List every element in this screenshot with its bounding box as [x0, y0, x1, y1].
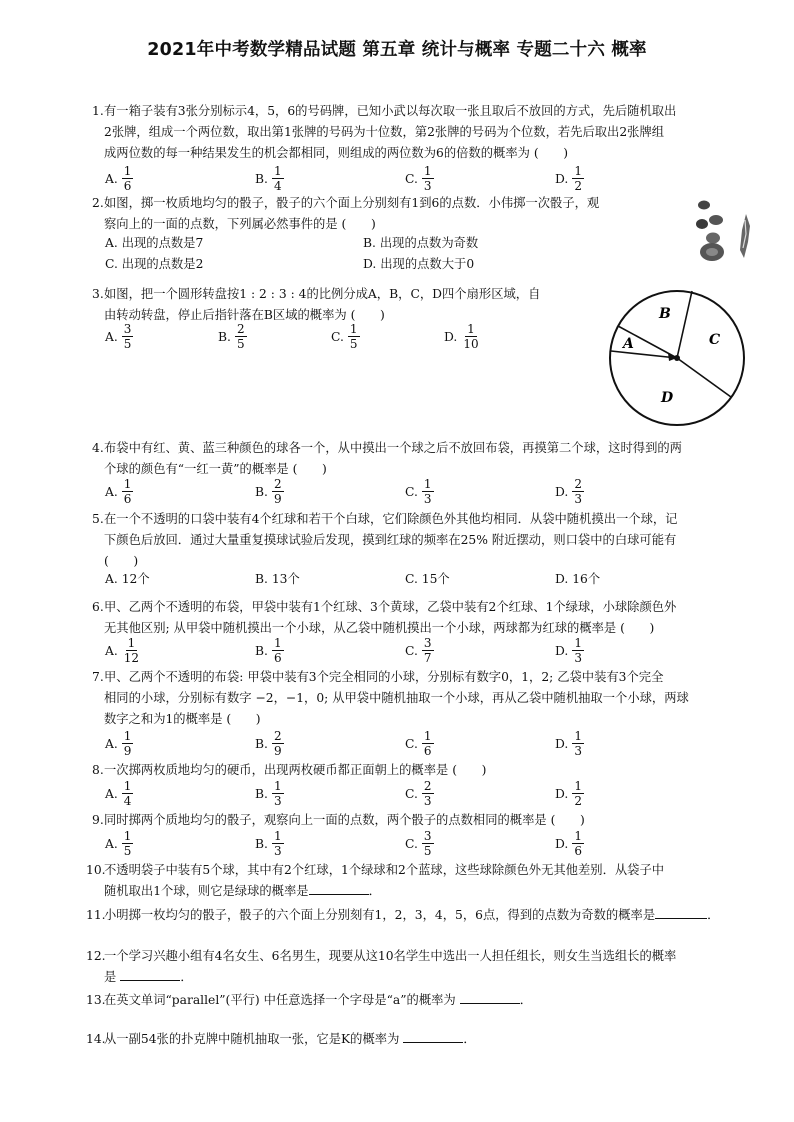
question-text: 甲、乙两个不透明的布袋，甲袋中装有1个红球、3个黄球，乙袋中装有2个红球、1个绿球，小球除颜色外 [104, 600, 677, 614]
option-b: B. $\frac{1}{3}$ [255, 779, 282, 808]
option-a: A. $\frac{1}{6}$ [105, 477, 132, 506]
dice-pip [696, 219, 708, 229]
question-7 [92, 667, 764, 730]
question-6 [92, 597, 764, 639]
option-a: A. $\frac{1}{12}$ [105, 636, 140, 665]
question-2 [92, 193, 682, 235]
question-text: 小明掷一枚均匀的骰子，骰子的六个面上分别刻有1，2，3，4，5，6点，得到的点数为奇数的概率是 [104, 908, 656, 922]
spinner-center [674, 355, 680, 361]
option-a: A. $\frac{1}{5}$ [105, 829, 132, 858]
question-number: 5. [92, 512, 104, 526]
question-8 [92, 760, 764, 781]
question-text: 相同的小球，分别标有数字 −2，−1，0; 从甲袋中随机抽取一个小球，再从乙袋中随机抽取一个小球，两球 [104, 691, 689, 705]
question-number: 9. [92, 813, 104, 827]
question-3 [92, 284, 612, 326]
question-text: 从一副54张的扑克牌中随机抽取一张，它是K的概率为 [104, 1032, 400, 1046]
question-14: 14. 从一副54张的扑克牌中随机抽取一张，它是K的概率为 ． [86, 1029, 764, 1050]
option-c: C. $\frac{1}{6}$ [405, 729, 432, 758]
option-d: D. 16个 [555, 572, 601, 586]
question-number: 2. [92, 196, 104, 210]
option-c: C. $\frac{2}{3}$ [405, 779, 432, 808]
question-text: 一个学习兴趣小组有4名女生、6名男生，现要从这10名学生中选出一人担任组长，则女生当选组长的概率 [104, 949, 677, 963]
question-text: 无其他区别; 从甲袋中随机摸出一个小球，从乙袋中随机摸出一个小球，两球都为红球的概率是 ( ) [104, 621, 655, 635]
spinner-divider [677, 291, 692, 358]
question-text: 布袋中有红、黄、蓝三种颜色的球各一个，从中摸出一个球之后不放回布袋，再摸第二个球，这时得到的两 [104, 441, 682, 455]
question-4 [92, 438, 764, 480]
option-b: B. $\frac{2}{9}$ [255, 729, 282, 758]
option-b: B. $\frac{1}{6}$ [255, 636, 282, 665]
question-12: 12. 一个学习兴趣小组有4名女生、6名男生，现要从这10名学生中选出一人担任组长，则女生当选组长的概率 是 ． [86, 946, 764, 988]
question-text: 2张牌，组成一个两位数，取出第1张牌的号码为十位数，第2张牌的号码为个位数，若先后取出2张牌组 [104, 125, 665, 139]
question-text: 随机取出1个球，则它是绿球的概率是 [104, 884, 309, 898]
option-d: D. $\frac{2}{3}$ [555, 477, 582, 506]
question-1 [92, 101, 764, 164]
sector-label-b: B [659, 306, 671, 322]
question-text: 甲、乙两个不透明的布袋: 甲袋中装有3个完全相同的小球，分别标有数字0，1，2; 乙袋中装有3个完全 [104, 670, 664, 684]
question-text: 有一箱子装有3张分别标示4，5，6的号码牌，已知小武以每次取一张且取后不放回的方式，先后随机取出 [104, 104, 677, 118]
question-text: 如图，把一个圆形转盘按1 : 2 : 3 : 4的比例分成A，B，C，D四个扇形区域，自 [104, 287, 541, 301]
option-d: D. $\frac{1}{10}$ [444, 322, 479, 351]
answer-blank[interactable] [309, 882, 369, 895]
option-a: A. $\frac{3}{5}$ [105, 322, 132, 351]
option-b: B. $\frac{2}{9}$ [255, 477, 282, 506]
option-d: D. $\frac{1}{3}$ [555, 729, 582, 758]
question-10: 10. 不透明袋子中装有5个球，其中有2个红球，1个绿球和2个蓝球，这些球除颜色外无其他差别．从袋子中 随机取出1个球，则它是绿球的概率是 ． [86, 860, 764, 902]
question-text: 个球的颜色有“一红一黄”的概率是 ( ) [104, 462, 327, 476]
option-c: C. 出现的点数是2 [105, 257, 204, 271]
question-text: 是 [104, 970, 117, 984]
option-b: B. $\frac{1}{3}$ [255, 829, 282, 858]
question-text: 不透明袋子中装有5个球，其中有2个红球，1个绿球和2个蓝球，这些球除颜色外无其他差别．从袋子中 [104, 863, 665, 877]
option-d: D. $\frac{1}{2}$ [555, 779, 582, 808]
question-text: 一次掷两枚质地均匀的硬币，出现两枚硬币都正面朝上的概率是 ( ) [104, 763, 487, 777]
question-9 [92, 810, 764, 831]
question-number: 7. [92, 670, 104, 684]
option-c: C. $\frac{3}{5}$ [405, 829, 432, 858]
question-number: 4. [92, 441, 104, 455]
question-number: 8. [92, 763, 104, 777]
option-c: C. 15个 [405, 572, 450, 586]
option-a: A. $\frac{1}{4}$ [105, 779, 132, 808]
answer-blank[interactable] [460, 991, 520, 1004]
option-b: B. $\frac{1}{4}$ [255, 164, 282, 193]
answer-blank[interactable] [655, 906, 707, 919]
dice-pip [709, 215, 723, 225]
option-b: B. 13个 [255, 572, 300, 586]
question-number: 3. [92, 287, 104, 301]
question-text: 成两位数的每一种结果发生的机会都相同，则组成的两位数为6的倍数的概率为 ( ) [104, 146, 569, 160]
spinner-figure [604, 286, 750, 432]
sector-label-a: A [623, 336, 634, 352]
answer-blank[interactable] [120, 968, 180, 981]
sector-label-c: C [709, 332, 721, 348]
question-text: 如图，掷一枚质地均匀的骰子，骰子的六个面上分别刻有1到6的点数．小伟掷一次骰子，观 [104, 196, 600, 210]
sector-label-d: D [661, 390, 674, 406]
option-d: D. $\frac{1}{6}$ [555, 829, 582, 858]
option-a: A. $\frac{1}{6}$ [105, 164, 132, 193]
question-number: 13. [86, 993, 106, 1007]
question-number: 14. [86, 1032, 106, 1046]
option-c: C. $\frac{1}{3}$ [405, 164, 432, 193]
question-text: 同时掷两个质地均匀的骰子，观察向上一面的点数，两个骰子的点数相同的概率是 ( ) [104, 813, 585, 827]
question-number: 1. [92, 104, 104, 118]
spinner-divider [677, 358, 731, 397]
option-b: B. $\frac{2}{5}$ [218, 322, 245, 351]
option-d: D. $\frac{1}{2}$ [555, 164, 582, 193]
dice-pip [698, 201, 710, 210]
option-c: C. $\frac{1}{5}$ [331, 322, 358, 351]
question-number: 10. [86, 863, 106, 877]
question-text: 下颜色后放回．通过大量重复摸球试验后发现，摸到红球的频率在25% 附近摆动，则口袋中的白球可能有 [104, 533, 677, 547]
options-q3 [105, 322, 505, 362]
option-a: A. 12个 [105, 572, 150, 586]
answer-blank[interactable] [403, 1030, 463, 1043]
question-text: 察向上的一面的点数，下列属必然事件的是 ( ) [104, 217, 376, 231]
option-b: B. 出现的点数为奇数 [363, 236, 479, 250]
question-text: 在一个不透明的口袋中装有4个红球和若干个白球，它们除颜色外其他均相同．从袋中随机摸出一个球，记 [104, 512, 678, 526]
question-13: 13. 在英文单词“parallel”(平行) 中任意选择一个字母是“a”的概率为 ． [86, 990, 764, 1011]
question-number: 11. [86, 908, 106, 922]
dice-figure [688, 190, 760, 268]
question-text: 由转动转盘，停止后指针落在B区域的概率为 ( ) [104, 308, 385, 322]
option-c: C. $\frac{1}{3}$ [405, 477, 432, 506]
option-a: A. 出现的点数是7 [105, 236, 204, 250]
question-text: 数字之和为1的概率是 ( ) [104, 712, 261, 726]
option-c: C. $\frac{3}{7}$ [405, 636, 432, 665]
option-d: D. 出现的点数大于0 [363, 257, 475, 271]
question-text: ( ) [104, 554, 139, 568]
question-5 [92, 509, 764, 572]
question-11: 11. 小明掷一枚均匀的骰子，骰子的六个面上分别刻有1，2，3，4，5，6点，得到的点数为奇数的概率是 ． [86, 905, 776, 926]
question-text: 在英文单词“parallel”(平行) 中任意选择一个字母是“a”的概率为 [104, 993, 456, 1007]
option-d: D. $\frac{1}{3}$ [555, 636, 582, 665]
option-a: A. $\frac{1}{9}$ [105, 729, 132, 758]
question-number: 6. [92, 600, 104, 614]
question-number: 12. [86, 949, 106, 963]
dice-pip [706, 233, 720, 244]
page-title: 2021年中考数学精品试题 第五章 统计与概率 专题二十六 概率 [147, 40, 647, 60]
